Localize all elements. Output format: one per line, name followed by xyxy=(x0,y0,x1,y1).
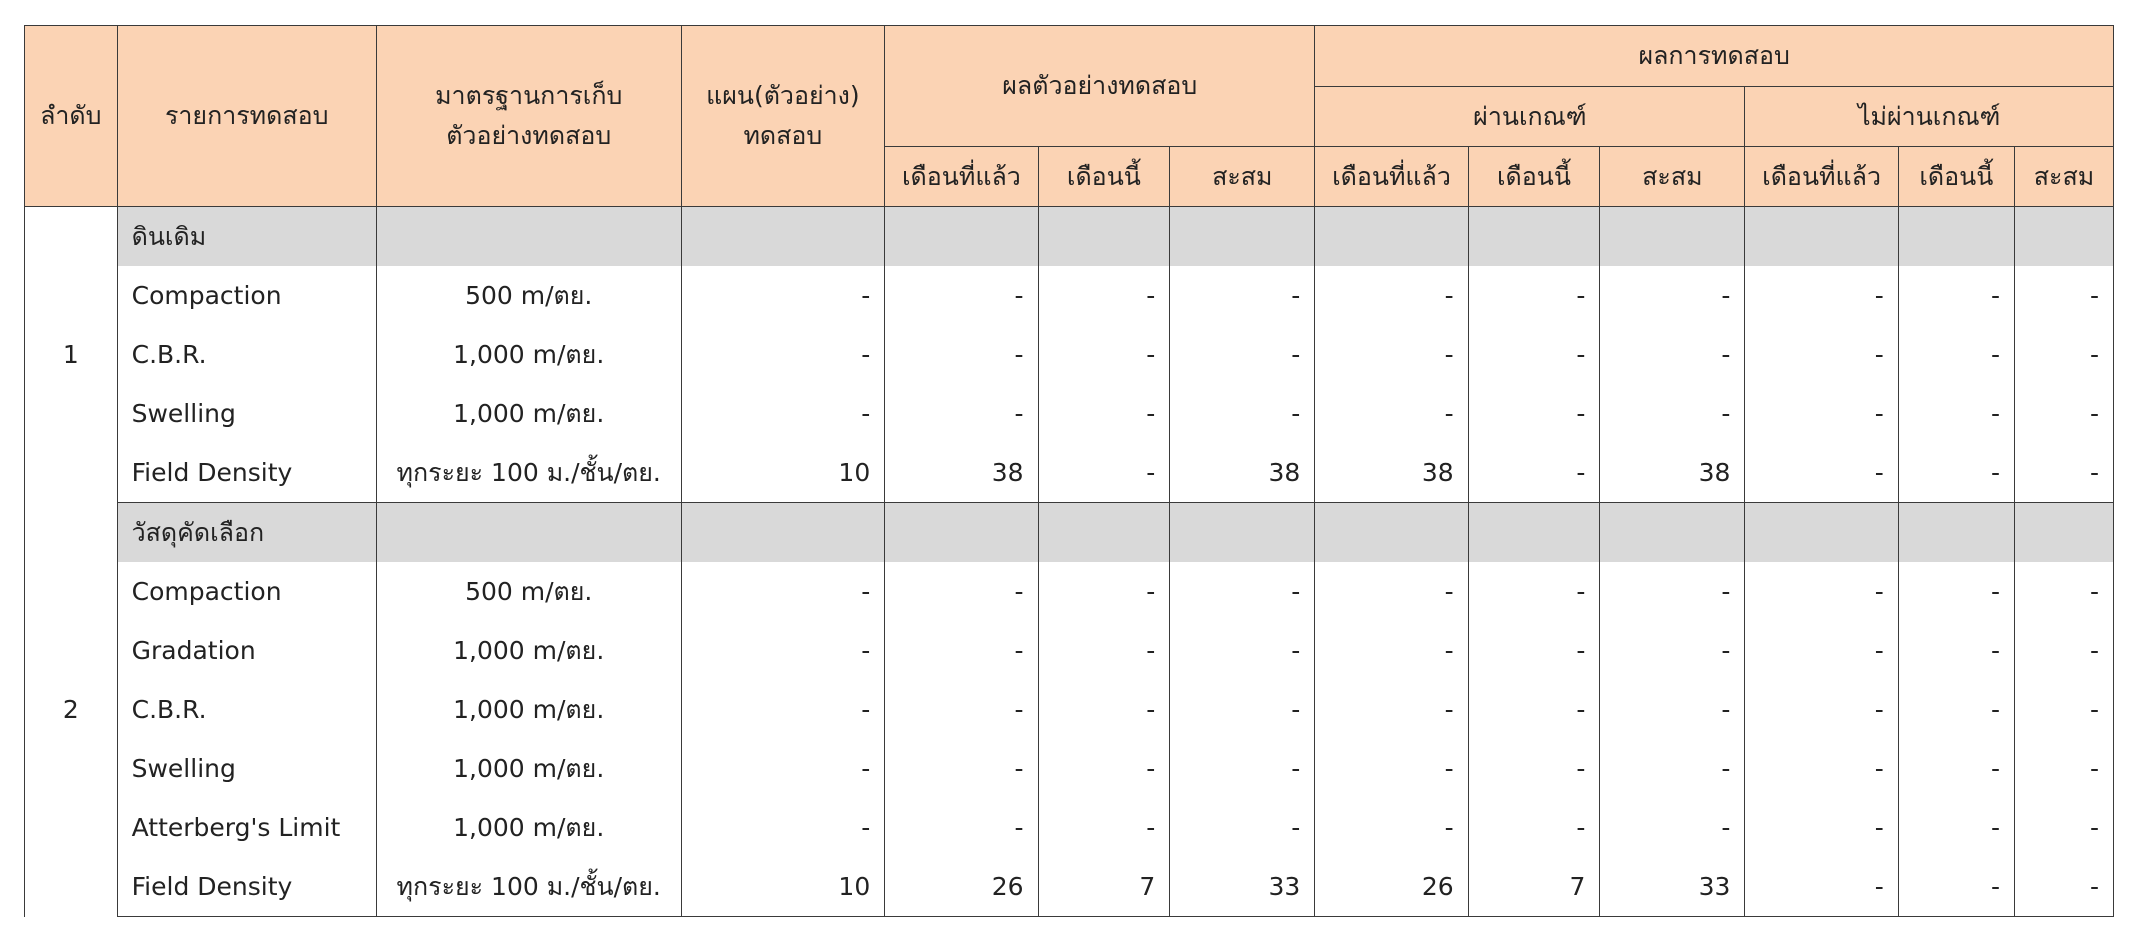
cell-fail-this-month: - xyxy=(1898,266,2014,325)
cell-sample-last-month: 38 xyxy=(885,443,1038,503)
group-seq: 2 xyxy=(25,503,118,917)
sampling-standard: 1,000 m/ตย. xyxy=(376,325,681,384)
cell-pass-cumulative: - xyxy=(1600,562,1745,621)
sampling-standard: 500 m/ตย. xyxy=(376,562,681,621)
cell-fail-last-month: - xyxy=(1745,739,1898,798)
header-standard-line2: ตัวอย่างทดสอบ xyxy=(446,121,612,150)
cell-fail-this-month: - xyxy=(1898,384,2014,443)
cell-sample-this-month: - xyxy=(1038,739,1170,798)
cell-sample-this-month: 7 xyxy=(1038,857,1170,917)
cell-pass-cumulative: 38 xyxy=(1600,443,1745,503)
cell-sample-this-month: - xyxy=(1038,325,1170,384)
header-standard-line1: มาตรฐานการเก็บ xyxy=(435,81,623,110)
header-seq: ลำดับ xyxy=(25,26,118,207)
cell-plan: 10 xyxy=(681,443,885,503)
cell-pass-cumulative: - xyxy=(1600,266,1745,325)
table-group xyxy=(25,207,2114,503)
test-item: Field Density xyxy=(117,443,376,503)
cell-fail-this-month: - xyxy=(1898,443,2014,503)
table-group xyxy=(25,503,2114,917)
table-row xyxy=(25,443,2114,503)
cell-pass-this-month: - xyxy=(1468,384,1600,443)
table-row xyxy=(25,325,2114,384)
test-item: Field Density xyxy=(117,857,376,917)
cell-sample-last-month: - xyxy=(885,266,1038,325)
cell-fail-last-month: - xyxy=(1745,384,1898,443)
cell-plan: - xyxy=(681,798,885,857)
sampling-standard: 500 m/ตย. xyxy=(376,266,681,325)
cell-fail-cumulative: - xyxy=(2015,857,2114,917)
cell-fail-last-month: - xyxy=(1745,798,1898,857)
cell-fail-last-month: - xyxy=(1745,680,1898,739)
header-sub-pass-cumulative: สะสม xyxy=(1600,147,1745,207)
cell-fail-cumulative: - xyxy=(2015,680,2114,739)
cell-pass-this-month: - xyxy=(1468,739,1600,798)
cell-fail-this-month: - xyxy=(1898,739,2014,798)
header-test-results: ผลการทดสอบ xyxy=(1315,26,2114,87)
category-row xyxy=(25,207,2114,267)
cell-sample-cumulative: - xyxy=(1170,384,1315,443)
test-item: Compaction xyxy=(117,562,376,621)
cell-sample-cumulative: - xyxy=(1170,621,1315,680)
table-row xyxy=(25,621,2114,680)
cell-pass-cumulative: - xyxy=(1600,384,1745,443)
table-row xyxy=(25,384,2114,443)
cell-pass-this-month: - xyxy=(1468,680,1600,739)
group-seq: 1 xyxy=(25,207,118,503)
cell-pass-this-month: 7 xyxy=(1468,857,1600,917)
cell-sample-cumulative: 38 xyxy=(1170,443,1315,503)
cell-sample-last-month: - xyxy=(885,798,1038,857)
sampling-standard: 1,000 m/ตย. xyxy=(376,680,681,739)
cell-pass-this-month: - xyxy=(1468,798,1600,857)
cell-pass-this-month: - xyxy=(1468,562,1600,621)
cell-fail-this-month: - xyxy=(1898,562,2014,621)
cell-sample-cumulative: 33 xyxy=(1170,857,1315,917)
cell-plan: - xyxy=(681,680,885,739)
cell-pass-this-month: - xyxy=(1468,266,1600,325)
cell-plan: - xyxy=(681,384,885,443)
cell-fail-cumulative: - xyxy=(2015,443,2114,503)
header-plan-line2: ทดสอบ xyxy=(743,121,823,150)
test-item: C.B.R. xyxy=(117,680,376,739)
cell-pass-cumulative: 33 xyxy=(1600,857,1745,917)
cell-fail-last-month: - xyxy=(1745,562,1898,621)
cell-pass-cumulative: - xyxy=(1600,680,1745,739)
cell-sample-last-month: - xyxy=(885,621,1038,680)
table-row xyxy=(25,562,2114,621)
header-sub-pass-this-month: เดือนนี้ xyxy=(1468,147,1600,207)
cell-sample-this-month: - xyxy=(1038,384,1170,443)
cell-sample-this-month: - xyxy=(1038,621,1170,680)
cell-fail-this-month: - xyxy=(1898,857,2014,917)
cell-fail-cumulative: - xyxy=(2015,384,2114,443)
cell-fail-cumulative: - xyxy=(2015,562,2114,621)
cell-fail-cumulative: - xyxy=(2015,739,2114,798)
header-sub-fail-last-month: เดือนที่แล้ว xyxy=(1745,147,1898,207)
cell-pass-last-month: - xyxy=(1315,739,1468,798)
cell-plan: 10 xyxy=(681,857,885,917)
test-item: Compaction xyxy=(117,266,376,325)
cell-pass-last-month: - xyxy=(1315,266,1468,325)
cell-sample-last-month: - xyxy=(885,739,1038,798)
cell-fail-last-month: - xyxy=(1745,266,1898,325)
cell-sample-cumulative: - xyxy=(1170,266,1315,325)
header-pass: ผ่านเกณฑ์ xyxy=(1315,87,1745,147)
cell-pass-cumulative: - xyxy=(1600,739,1745,798)
cell-sample-cumulative: - xyxy=(1170,325,1315,384)
category-label: ดินเดิม xyxy=(117,207,376,267)
header-sub-sample-this-month: เดือนนี้ xyxy=(1038,147,1170,207)
sampling-standard: 1,000 m/ตย. xyxy=(376,798,681,857)
header-sample-results: ผลตัวอย่างทดสอบ xyxy=(885,26,1315,147)
sampling-standard: ทุกระยะ 100 ม./ชั้น/ตย. xyxy=(376,443,681,503)
sampling-standard: ทุกระยะ 100 ม./ชั้น/ตย. xyxy=(376,857,681,917)
cell-fail-last-month: - xyxy=(1745,443,1898,503)
cell-sample-this-month: - xyxy=(1038,562,1170,621)
cell-plan: - xyxy=(681,325,885,384)
test-item: Gradation xyxy=(117,621,376,680)
cell-plan: - xyxy=(681,266,885,325)
cell-sample-this-month: - xyxy=(1038,443,1170,503)
header-sub-fail-this-month: เดือนนี้ xyxy=(1898,147,2014,207)
cell-sample-cumulative: - xyxy=(1170,798,1315,857)
table-row xyxy=(25,266,2114,325)
cell-pass-last-month: 26 xyxy=(1315,857,1468,917)
cell-fail-last-month: - xyxy=(1745,325,1898,384)
header-fail: ไม่ผ่านเกณฑ์ xyxy=(1745,87,2114,147)
cell-sample-cumulative: - xyxy=(1170,680,1315,739)
header-standard xyxy=(376,26,681,207)
cell-fail-cumulative: - xyxy=(2015,621,2114,680)
cell-fail-this-month: - xyxy=(1898,621,2014,680)
table-row xyxy=(25,798,2114,857)
test-item: Swelling xyxy=(117,384,376,443)
cell-pass-last-month: - xyxy=(1315,384,1468,443)
cell-pass-cumulative: - xyxy=(1600,798,1745,857)
cell-pass-this-month: - xyxy=(1468,621,1600,680)
cell-fail-last-month: - xyxy=(1745,621,1898,680)
table-row xyxy=(25,739,2114,798)
cell-fail-this-month: - xyxy=(1898,325,2014,384)
cell-pass-last-month: - xyxy=(1315,621,1468,680)
sampling-standard: 1,000 m/ตย. xyxy=(376,621,681,680)
header-sub-sample-cumulative: สะสม xyxy=(1170,147,1315,207)
cell-pass-cumulative: - xyxy=(1600,325,1745,384)
cell-pass-last-month: - xyxy=(1315,562,1468,621)
cell-pass-last-month: - xyxy=(1315,680,1468,739)
header-plan-line1: แผน(ตัวอย่าง) xyxy=(706,81,860,110)
cell-sample-last-month: - xyxy=(885,562,1038,621)
cell-pass-this-month: - xyxy=(1468,443,1600,503)
test-item: C.B.R. xyxy=(117,325,376,384)
test-results-table xyxy=(24,25,2114,917)
cell-fail-cumulative: - xyxy=(2015,325,2114,384)
test-item: Atterberg's Limit xyxy=(117,798,376,857)
sampling-standard: 1,000 m/ตย. xyxy=(376,384,681,443)
cell-sample-cumulative: - xyxy=(1170,562,1315,621)
sampling-standard: 1,000 m/ตย. xyxy=(376,739,681,798)
cell-fail-this-month: - xyxy=(1898,680,2014,739)
cell-sample-this-month: - xyxy=(1038,266,1170,325)
cell-pass-cumulative: - xyxy=(1600,621,1745,680)
table-row xyxy=(25,680,2114,739)
cell-sample-last-month: - xyxy=(885,384,1038,443)
header-sub-pass-last-month: เดือนที่แล้ว xyxy=(1315,147,1468,207)
cell-plan: - xyxy=(681,739,885,798)
category-row xyxy=(25,503,2114,563)
header-sub-sample-last-month: เดือนที่แล้ว xyxy=(885,147,1038,207)
cell-plan: - xyxy=(681,562,885,621)
test-item: Swelling xyxy=(117,739,376,798)
header-sub-fail-cumulative: สะสม xyxy=(2015,147,2114,207)
cell-fail-cumulative: - xyxy=(2015,798,2114,857)
cell-pass-last-month: 38 xyxy=(1315,443,1468,503)
cell-fail-last-month: - xyxy=(1745,857,1898,917)
header-item: รายการทดสอบ xyxy=(117,26,376,207)
cell-sample-last-month: - xyxy=(885,325,1038,384)
cell-fail-cumulative: - xyxy=(2015,266,2114,325)
header-plan xyxy=(681,26,885,207)
cell-pass-last-month: - xyxy=(1315,798,1468,857)
cell-sample-cumulative: - xyxy=(1170,739,1315,798)
category-label: วัสดุคัดเลือก xyxy=(117,503,376,563)
cell-pass-this-month: - xyxy=(1468,325,1600,384)
cell-sample-last-month: - xyxy=(885,680,1038,739)
table-row xyxy=(25,857,2114,917)
cell-pass-last-month: - xyxy=(1315,325,1468,384)
cell-fail-this-month: - xyxy=(1898,798,2014,857)
cell-sample-last-month: 26 xyxy=(885,857,1038,917)
table-header xyxy=(25,26,2114,207)
cell-plan: - xyxy=(681,621,885,680)
cell-sample-this-month: - xyxy=(1038,798,1170,857)
cell-sample-this-month: - xyxy=(1038,680,1170,739)
